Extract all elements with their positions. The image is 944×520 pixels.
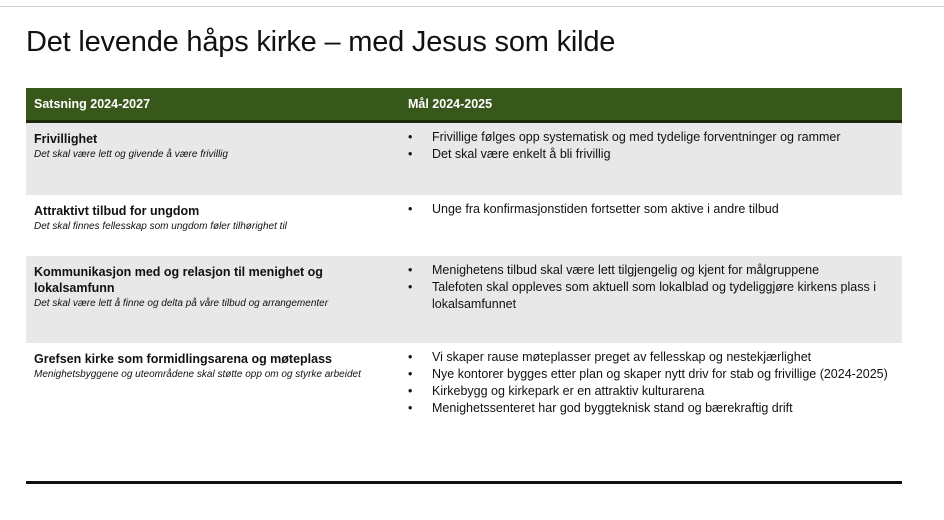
goal-item: • Vi skaper rause møteplasser preget av fellesskap og nestekjærlighet [408, 349, 894, 366]
goal-item: • Menighetssenteret har god byggteknisk stand og bærekraftig drift [408, 400, 894, 417]
goals-cell [400, 256, 902, 343]
table-row-frivillighet [26, 123, 902, 195]
focus-cell [26, 343, 400, 463]
bottom-divider [26, 481, 902, 484]
goal-item: • Unge fra konfirmasjonstiden fortsetter som aktive i andre tilbud [408, 201, 894, 218]
focus-subtitle: Det skal være lett å finne og delta på våre tilbud og arrangementer [34, 298, 329, 309]
focus-subtitle: Menighetsbyggene og uteområdene skal støtte opp om og styrke arbeidet [34, 369, 361, 380]
table-row-grefsen-kirke [26, 343, 902, 463]
goal-item: • Menighetens tilbud skal være lett tilgjengelig og kjent for målgruppene [408, 262, 894, 279]
focus-title: Kommunikasjon med og relasjon til menighet og lokalsamfunn [34, 265, 323, 295]
goal-item: • Frivillige følges opp systematisk og med tydelige forventninger og rammer [408, 129, 894, 146]
goals-cell [400, 343, 902, 463]
focus-subtitle: Det skal være lett og givende å være frivillig [34, 149, 228, 160]
table-row-ungdom [26, 195, 902, 256]
header-satsning: Satsning 2024-2027 [34, 97, 151, 111]
goals-cell [400, 123, 902, 195]
top-divider [0, 6, 944, 7]
goals-list [408, 349, 894, 417]
strategy-table [26, 88, 902, 463]
goals-cell [400, 195, 902, 256]
goals-list [408, 262, 894, 313]
header-maal: Mål 2024-2025 [408, 97, 493, 111]
table-header [26, 88, 902, 123]
focus-title: Grefsen kirke som formidlingsarena og møteplass [34, 352, 333, 366]
goal-item: • Nye kontorer bygges etter plan og skaper nytt driv for stab og frivillige (2024-2025) [408, 366, 894, 383]
focus-cell [26, 256, 400, 343]
focus-subtitle: Det skal finnes fellesskap som ungdom føler tilhørighet til [34, 221, 287, 232]
slide-title: Det levende håps kirke – med Jesus som kilde [26, 26, 616, 58]
focus-cell [26, 123, 400, 195]
table-row-kommunikasjon [26, 256, 902, 343]
focus-title: Attraktivt tilbud for ungdom [34, 204, 200, 218]
focus-cell [26, 195, 400, 256]
goals-list [408, 201, 894, 218]
focus-title: Frivillighet [34, 132, 98, 146]
goals-list [408, 129, 894, 163]
goal-item: • Talefoten skal oppleves som aktuell som lokalblad og tydeliggjøre kirkens plass i lokalsamfunnet [408, 279, 894, 313]
goal-item: • Det skal være enkelt å bli frivillig [408, 146, 894, 163]
goal-item: • Kirkebygg og kirkepark er en attraktiv kulturarena [408, 383, 894, 400]
